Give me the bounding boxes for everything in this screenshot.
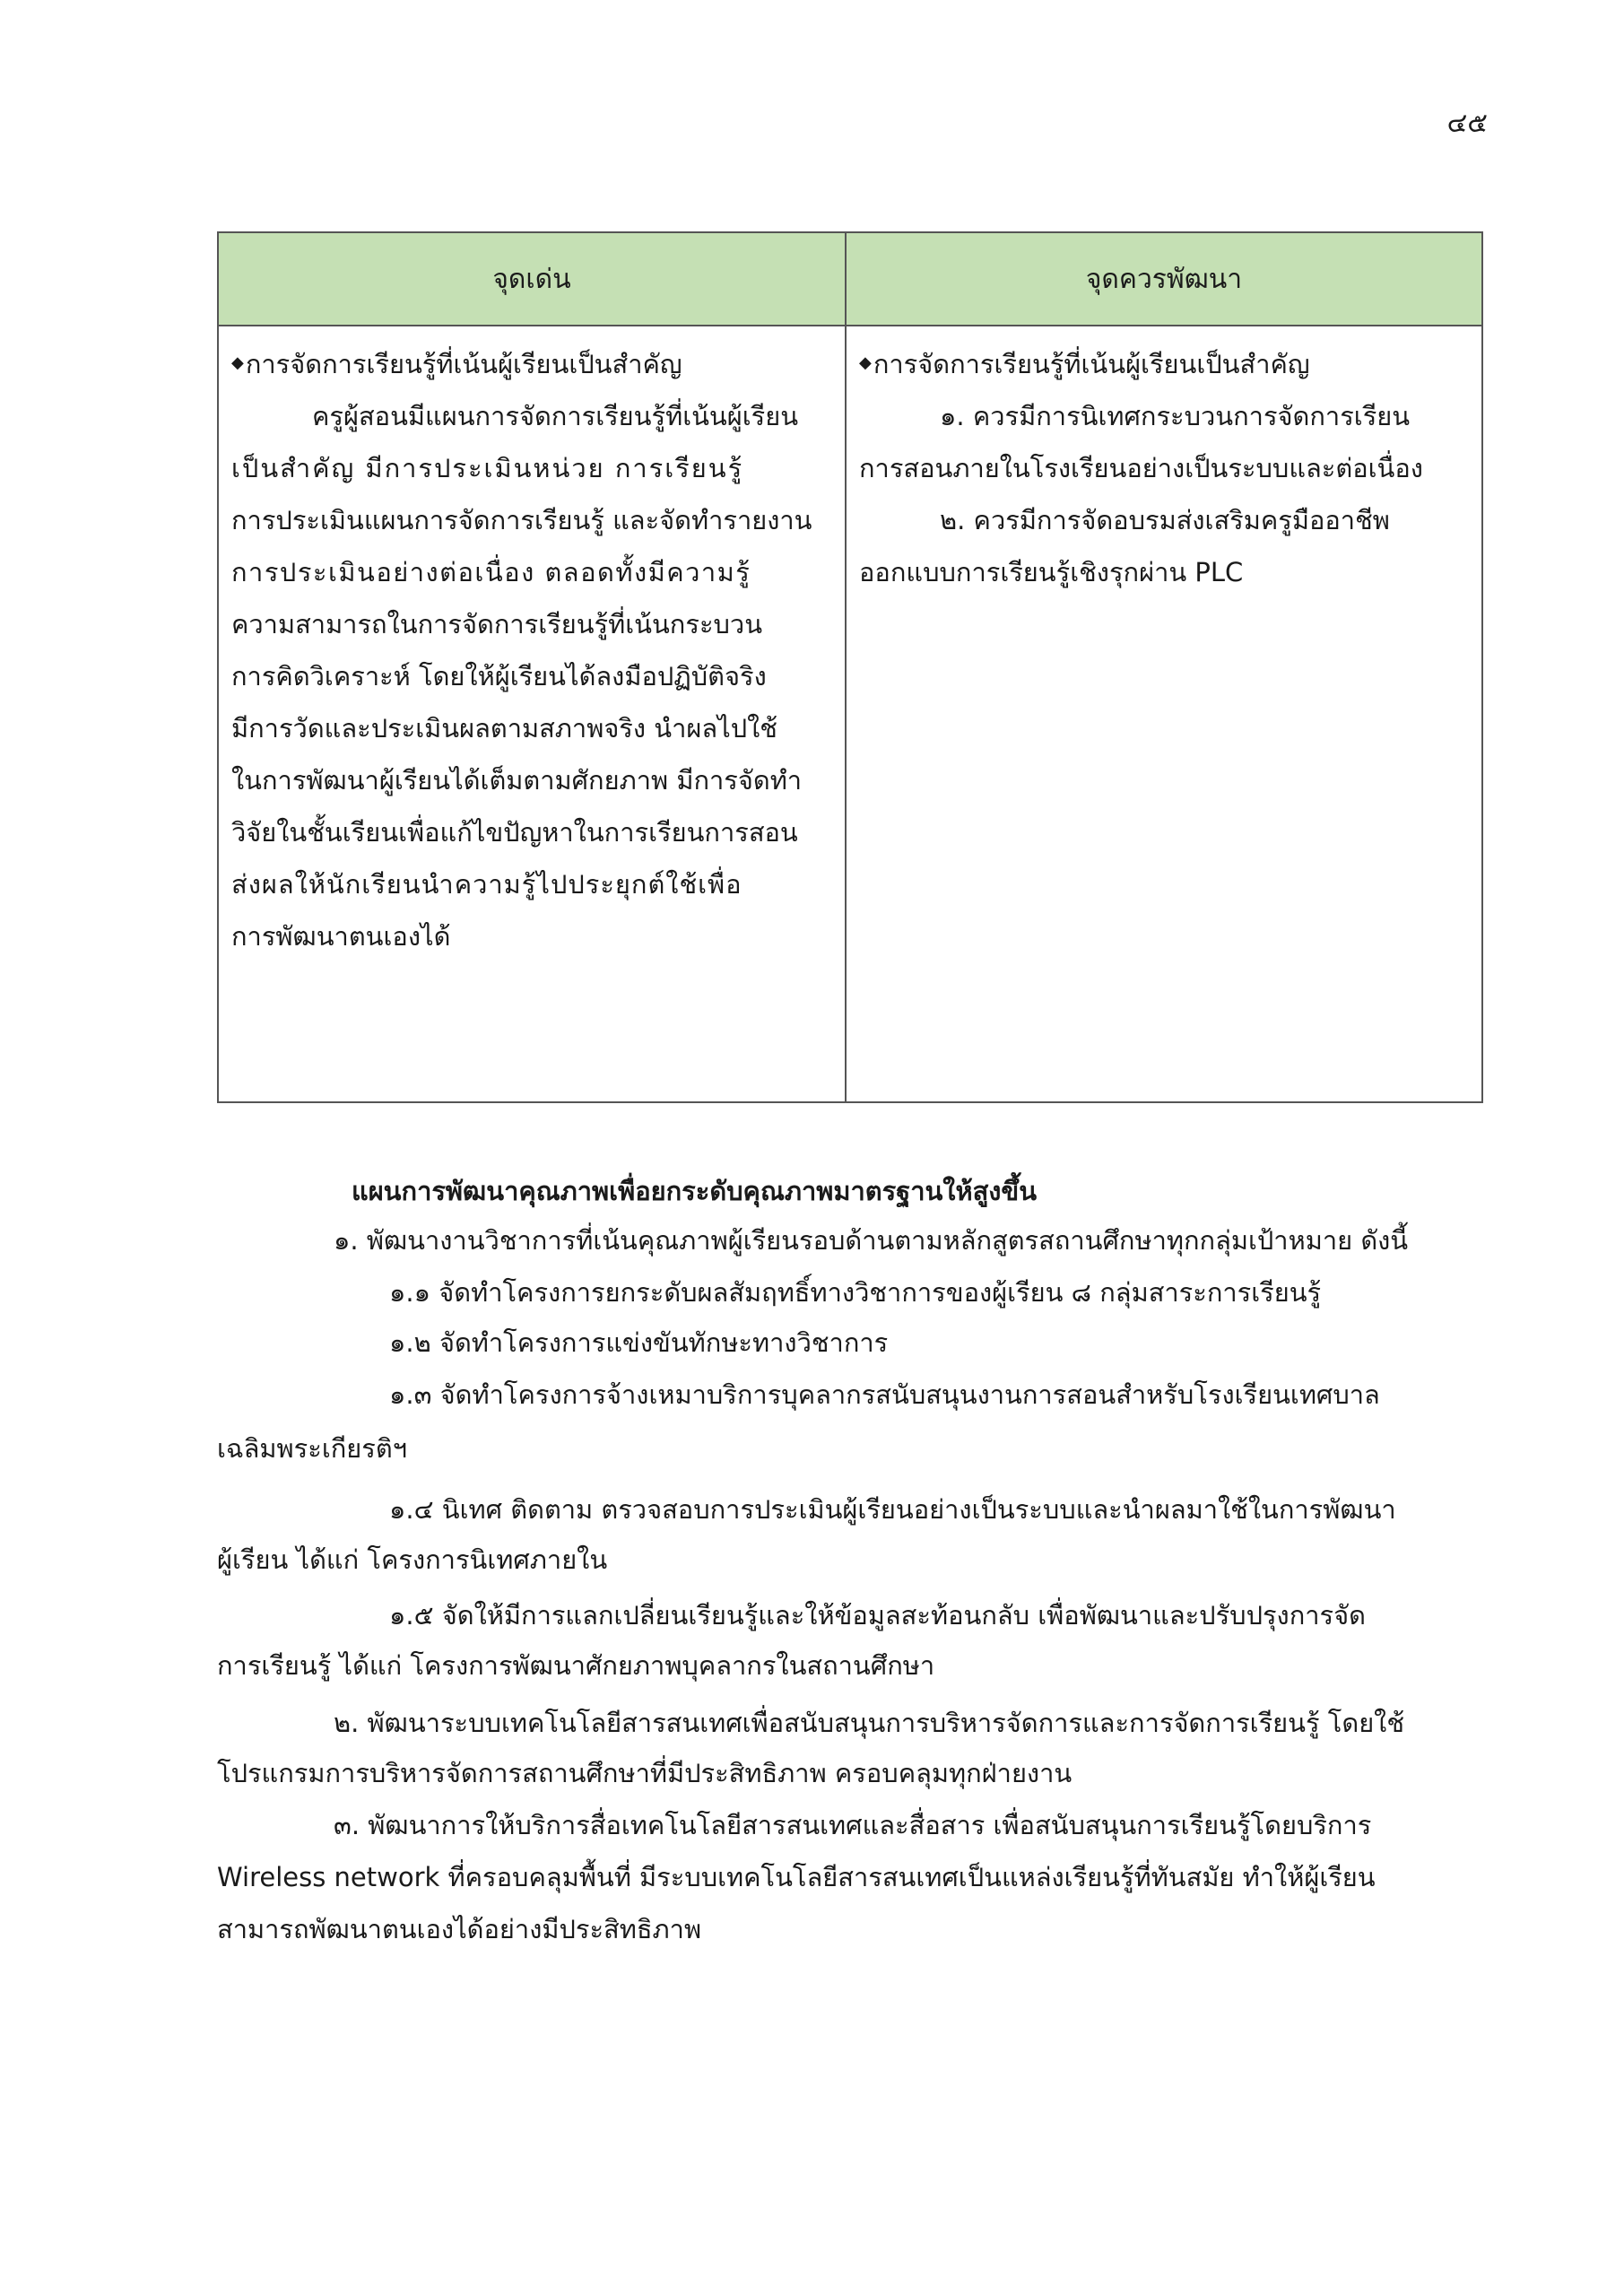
strengths-line: วิจัยในชั้นเรียนเพื่อแก้ไขปัญหาในการเรียนการสอน <box>231 817 798 848</box>
plan-line: ๑.๕ จัดให้มีการแลกเปลี่ยนเรียนรู้และให้ข้อมูลสะท้อนกลับ เพื่อพัฒนาและปรับปรุงการจัด <box>389 1600 1366 1631</box>
plan-title: แผนการพัฒนาคุณภาพเพื่อยกระดับคุณภาพมาตรฐานให้สูงขึ้น <box>352 1176 1038 1206</box>
header-strengths: จุดเด่น <box>218 232 846 326</box>
plan-line: ๑.๓ จัดทำโครงการจ้างเหมาบริการบุคลากรสนับสนุนงานการสอนสำหรับโรงเรียนเทศบาล <box>389 1379 1380 1410</box>
diamond-bullet-icon: ◆ <box>859 353 872 372</box>
plan-line: ๑. พัฒนางานวิชาการที่เน้นคุณภาพผู้เรียนรอบด้านตามหลักสูตรสถานศึกษาทุกกลุ่มเป้าหมาย ดังนี้ <box>334 1225 1409 1256</box>
plan-line: ๑.๒ จัดทำโครงการแข่งขันทักษะทางวิชาการ <box>389 1327 889 1358</box>
strengths-line: การประเมินอย่างต่อเนื่อง ตลอดทั้งมีความรู้ <box>231 557 751 587</box>
strengths-line: ครูผู้สอนมีแผนการจัดการเรียนรู้ที่เน้นผู้เรียน <box>312 401 799 431</box>
improvements-line: ออกแบบการเรียนรู้เชิงรุกผ่าน PLC <box>859 557 1244 587</box>
strengths-line: การคิดวิเคราะห์ โดยให้ผู้เรียนได้ลงมือปฏิบัติจริง <box>231 661 767 691</box>
improvements-line: การสอนภายในโรงเรียนอย่างเป็นระบบและต่อเนื่อง <box>859 453 1423 483</box>
strengths-line: มีการวัดและประเมินผลตามสภาพจริง นำผลไปใช้ <box>231 713 777 744</box>
plan-line: ๑.๑ จัดทำโครงการยกระดับผลสัมฤทธิ์ทางวิชาการของผู้เรียน ๘ กลุ่มสาระการเรียนรู้ <box>389 1277 1322 1308</box>
plan-line: สามารถพัฒนาตนเองได้อย่างมีประสิทธิภาพ <box>217 1914 702 1944</box>
strengths-line: การประเมินแผนการจัดการเรียนรู้ และจัดทำรายงาน <box>231 505 812 535</box>
strengths-cell <box>218 326 846 1102</box>
table-header-row <box>218 232 1482 326</box>
plan-line: ๓. พัฒนาการให้บริการสื่อเทคโนโลยีสารสนเทศและสื่อสาร เพื่อสนับสนุนการเรียนรู้โดยบริการ <box>334 1810 1372 1840</box>
strengths-line: เป็นสำคัญ มีการประเมินหน่วย การเรียนรู้ <box>231 453 744 483</box>
strengths-line: การพัฒนาตนเองได้ <box>231 921 451 952</box>
strengths-line: ส่งผลให้นักเรียนนำความรู้ไปประยุกต์ใช้เพื่อ <box>231 869 743 900</box>
comparison-table <box>217 231 1483 1103</box>
page-number: ๔๕ <box>1446 108 1488 139</box>
improvements-heading-text: การจัดการเรียนรู้ที่เน้นผู้เรียนเป็นสำคัญ <box>873 349 1310 379</box>
plan-line: เฉลิมพระเกียรติฯ <box>217 1433 407 1464</box>
plan-line: ๒. พัฒนาระบบเทคโนโลยีสารสนเทศเพื่อสนับสนุนการบริหารจัดการและการจัดการเรียนรู้ โดยใช้ <box>334 1708 1405 1738</box>
strengths-line: ในการพัฒนาผู้เรียนได้เต็มตามศักยภาพ มีการจัดทำ <box>231 765 803 796</box>
improvements-line: ๒. ควรมีการจัดอบรมส่งเสริมครูมืออาชีพ <box>940 505 1390 535</box>
strengths-line: ความสามารถในการจัดการเรียนรู้ที่เน้นกระบวน <box>231 609 763 639</box>
table-row <box>218 326 1482 1102</box>
improvements-line: ๑. ควรมีการนิเทศกระบวนการจัดการเรียน <box>940 401 1411 431</box>
diamond-bullet-icon: ◆ <box>231 353 244 372</box>
plan-line: ๑.๔ นิเทศ ติดตาม ตรวจสอบการประเมินผู้เรียนอย่างเป็นระบบและนำผลมาใช้ในการพัฒนา <box>389 1494 1396 1525</box>
improvements-heading <box>859 337 1469 390</box>
plan-line: โปรแกรมการบริหารจัดการสถานศึกษาที่มีประสิทธิภาพ ครอบคลุมทุกฝ่ายงาน <box>217 1758 1073 1788</box>
strengths-heading <box>231 337 832 390</box>
improvements-cell <box>846 326 1482 1102</box>
plan-line: การเรียนรู้ ได้แก่ โครงการพัฒนาศักยภาพบุคลากรในสถานศึกษา <box>217 1650 935 1681</box>
header-improvements: จุดควรพัฒนา <box>846 232 1482 326</box>
strengths-heading-text: การจัดการเรียนรู้ที่เน้นผู้เรียนเป็นสำคัญ <box>245 349 682 379</box>
plan-line: Wireless network ที่ครอบคลุมพื้นที่ มีระบบเทคโนโลยีสารสนเทศเป็นแหล่งเรียนรู้ที่ทันสมัย ทำให้ผู้เรียน <box>217 1862 1376 1892</box>
plan-line: ผู้เรียน ได้แก่ โครงการนิเทศภายใน <box>217 1544 608 1575</box>
